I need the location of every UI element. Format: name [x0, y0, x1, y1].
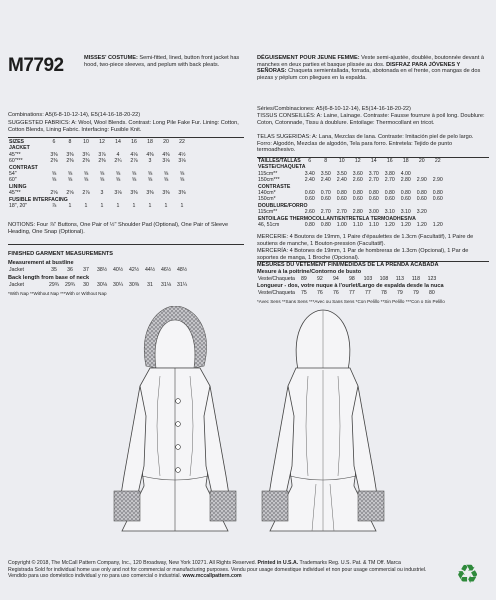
value-cell: 1 [68, 203, 72, 210]
mercerie: MERCERIE: 4 Boutons de 19mm, 1 Paire d'épaulettes de 1.3cm (Facultatif), 1 Paire de soutiens de manche, 1 Bouton-pression (Facultatif). [257, 234, 474, 247]
value-cell: 2⅝ [66, 190, 74, 197]
value-cell: 3⅜ [178, 190, 186, 197]
value-cell: 0.80 [352, 190, 363, 197]
value-cell: 89 [301, 276, 307, 282]
nap-legend-en: *With Nap **Without Nap ***With or Without Nap [8, 291, 107, 296]
description-en [84, 55, 244, 68]
copyright: Copyright © 2018, The McCall Pattern Company, Inc., 120 Broadway, New York 10271. All Rights Reserved. [8, 560, 257, 566]
value-cell: 0.80 [400, 190, 411, 197]
value-cell: 3⅜ [146, 190, 154, 197]
value-cell: 29¾ [48, 282, 60, 288]
size-cell: 10 [83, 139, 89, 145]
value-cell: 0.60 [336, 196, 347, 203]
row-label: JACKET [9, 145, 30, 152]
value-cell: 3.50 [336, 170, 347, 177]
row-label: 60" [9, 177, 17, 184]
nap-legend-fr: *Avec Sens **Sans Sens ***Avec ou Sans Sens *Con Pelillo **Sin Pelillo ***Con o Sin Pelillo [257, 299, 445, 304]
desc-fr: Veste semi-ajustée, doublée, boutonnée devant à manches en deux parties et basque plissée au dos. [257, 55, 484, 68]
row-label: 60"*** [9, 158, 23, 165]
value-cell: 30⅜ [128, 282, 140, 288]
value-cell: 30¼ [112, 282, 124, 288]
sold: Sold for individual home use only and not for commercial or manufacturing purposes. [34, 566, 230, 573]
value-cell: 3 [148, 158, 152, 165]
value-cell: 118 [411, 276, 421, 282]
combinations: Combinations: A5(6-8-10-12-14), E5(14-16-18-20-22) [8, 112, 141, 118]
value-cell: 2.90 [416, 177, 427, 184]
value-cell: 31¼ [176, 282, 188, 288]
value-cell: 2.80 [352, 209, 363, 216]
back-label-en: Back length from base of neck [8, 275, 90, 281]
value-cell: 3.50 [320, 170, 331, 177]
size-cell: 20 [163, 139, 169, 145]
row-label: DOUBLURE/FORRO [258, 202, 308, 209]
value-cell: 80 [429, 290, 435, 296]
size-cell: 6 [52, 139, 56, 145]
value-cell: 0.80 [336, 190, 347, 197]
value-cell: 2⅞ [130, 158, 138, 165]
size-cell: 14 [370, 158, 377, 164]
value-cell: 40½ [112, 267, 124, 273]
yardage-table-fr [257, 158, 446, 228]
row-label: Jacket [9, 267, 24, 273]
finished-title-en: FINISHED GARMENT MEASUREMENTS [8, 251, 114, 257]
notions-en: NOTIONS: Four ⅞" Buttons, One Pair of ½" Shoulder Pad (Optional), One Pair of Sleeve Heading, One Snap (Optional). [8, 222, 229, 235]
value-cell: 3⅜ [50, 151, 58, 158]
value-cell: 3⅜ [130, 190, 138, 197]
bust-row-fr [257, 276, 440, 282]
value-cell: ⅝ [147, 171, 153, 178]
size-cell: 16 [386, 158, 393, 164]
value-cell: 2¾ [114, 158, 122, 165]
value-cell: 2.40 [320, 177, 331, 184]
size-cell: 12 [354, 158, 361, 164]
value-cell: 94 [333, 276, 339, 282]
row-label: 150cm*** [258, 177, 280, 184]
value-cell: 2⅜ [98, 158, 106, 165]
value-cell: 35 [51, 267, 57, 273]
size-cell: 18 [147, 139, 153, 145]
desc-es: Chaqueta semientallada, forrada, abotonada en el frente, con mangas de dos piezas y péplum con pliegues en la espalda. [257, 68, 481, 81]
value-cell: ⅝ [115, 177, 121, 184]
value-cell: 1 [132, 203, 136, 210]
value-cell: ⅝ [67, 171, 73, 178]
bust-label-fr: Mesure à la poitrine/Contorno de busto [257, 269, 362, 275]
size-cell: 14 [115, 139, 121, 145]
row-label: 140cm* [258, 190, 276, 197]
value-cell: ⅝ [99, 171, 105, 178]
row-label: 18", 20" [9, 203, 28, 210]
value-cell: 1.10 [368, 222, 379, 229]
title-fr: DÉGUISEMENT POUR JEUNE FEMME: [257, 55, 360, 61]
value-cell: 2⅝ [50, 190, 58, 197]
value-cell: 0.60 [368, 196, 379, 203]
value-cell: ⅝ [179, 171, 185, 178]
value-cell: 2⅞ [82, 190, 90, 197]
value-cell: 3⅛ [178, 158, 186, 165]
value-cell: 42½ [128, 267, 140, 273]
value-cell: 0.60 [352, 196, 363, 203]
value-cell: 0.60 [320, 196, 331, 203]
bust-row-en [8, 267, 190, 273]
value-cell: 123 [427, 276, 437, 282]
value-cell: 29¾ [64, 282, 76, 288]
size-cell: 22 [179, 139, 185, 145]
value-cell: 0.60 [384, 196, 395, 203]
value-cell: 79 [397, 290, 403, 296]
value-cell: 0.80 [304, 222, 315, 229]
value-cell: 103 [363, 276, 373, 282]
value-cell: 2.40 [304, 177, 315, 184]
row-label: ENTOILAGE THERMOCOLLANT/ENTRETELA TERMOADHESIVA [258, 215, 416, 222]
back-label-fr: Longueur - dos, votre nuque à l'ourlet/Largo de espalda desde la nuca [257, 283, 444, 289]
size-cell: 8 [324, 158, 328, 164]
website-link[interactable]: www.mccallpattern.com [182, 573, 242, 580]
row-label: 115cm** [258, 170, 278, 177]
value-cell: 4⅜ [162, 151, 170, 158]
value-cell: ⅞ [51, 203, 57, 210]
back-row-en [8, 282, 190, 288]
row-label: 46, 51cm [258, 222, 280, 229]
size-cell: 6 [308, 158, 312, 164]
value-cell: 3⅜ [162, 190, 170, 197]
fabrics-fr: TISSUS CONSEILLÉS: A: Laine, Lainage. Contraste: Fausse fourrure à poil long. Doublure: Coton, Cotonnade, Tissu à doublure. Entoilage: Thermocollant en tricot. [257, 113, 485, 126]
size-cell: 16 [131, 139, 137, 145]
value-cell: ⅝ [131, 171, 137, 178]
value-cell: 1.20 [400, 222, 411, 229]
value-cell: 2.70 [384, 177, 395, 184]
value-cell: 3.20 [416, 209, 427, 216]
value-cell: 1.20 [416, 222, 427, 229]
finished-title-fr: MESURES DU VÊTEMENT FINI/MEDIDAS DE LA PRENDA ACABADA [257, 262, 439, 268]
yardage-table-en [8, 139, 190, 209]
row-label: Veste/Chaqueta [258, 290, 295, 296]
series: Séries/Combinaciones: A5(6-8-10-12-14), E5(14-16-18-20-22) [257, 106, 411, 112]
size-cell: 18 [402, 158, 409, 164]
value-cell: 2.60 [304, 209, 315, 216]
bust-table-fr [257, 276, 440, 282]
value-cell: 48½ [176, 267, 188, 273]
title-en: MISSES' COSTUME: [84, 55, 138, 61]
value-cell: 2.70 [368, 177, 379, 184]
value-cell: 98 [349, 276, 355, 282]
value-cell: 3⅛ [162, 158, 170, 165]
value-cell: 3 [100, 190, 104, 197]
vendu: Vendu pour usage domestique individuel et non pour usage commercial ou industriel. [230, 566, 427, 573]
value-cell: 44½ [144, 267, 156, 273]
value-cell: 79 [413, 290, 419, 296]
sizes-label: TAILLES/TALLAS [258, 158, 301, 164]
back-row-fr [257, 290, 440, 296]
value-cell: 0.80 [368, 190, 379, 197]
value-cell: 3¾ [82, 151, 90, 158]
value-cell: 1 [164, 203, 168, 210]
value-cell: 2⅜ [82, 158, 90, 165]
vendido: Vendido para uso doméstico individual y no para uso comercial o industrial. [8, 573, 182, 580]
value-cell: 78 [381, 290, 387, 296]
value-cell: 108 [379, 276, 389, 282]
value-cell: 3⅜ [66, 151, 74, 158]
value-cell: 0.60 [416, 196, 427, 203]
title-es: DISFRAZ PARA JÓVENES Y SEÑORAS: [257, 61, 461, 75]
value-cell: 4⅜ [146, 151, 154, 158]
value-cell: 2.60 [352, 177, 363, 184]
recycle-icon: ♻ [456, 560, 480, 590]
value-cell: 1.00 [336, 222, 347, 229]
row-label: LINING [9, 183, 27, 190]
back-table-en [8, 282, 190, 288]
value-cell: ⅝ [99, 177, 105, 184]
value-cell: 2.70 [320, 209, 331, 216]
trademarks: Trademarks Reg. U.S. Pat. & TM Off. Marca [299, 560, 401, 566]
value-cell: ⅝ [51, 171, 57, 178]
value-cell: 76 [317, 290, 323, 296]
printed: Printed in U.S.A. [257, 560, 299, 566]
value-cell: ⅝ [83, 171, 89, 178]
value-cell: 1.20 [384, 222, 395, 229]
row-label: FUSIBLE INTERFACING [9, 196, 68, 203]
value-cell: ⅝ [147, 177, 153, 184]
row-label: 45"** [9, 190, 21, 197]
value-cell: ⅝ [179, 177, 185, 184]
value-cell: 3.10 [384, 209, 395, 216]
value-cell: 0.80 [432, 190, 443, 197]
value-cell: 1 [116, 203, 120, 210]
value-cell: 75 [301, 290, 307, 296]
value-cell: 2.40 [336, 177, 347, 184]
value-cell: 4⅛ [130, 151, 138, 158]
value-cell: 0.60 [304, 196, 315, 203]
row-label: CONTRAST [9, 164, 38, 171]
value-cell: 0.60 [432, 196, 443, 203]
footer [8, 560, 448, 580]
value-cell: 0.80 [320, 222, 331, 229]
desc-en: Semi-fitted, lined, button front jacket has hood, two-piece sleeves, and peplum with back pleats. [84, 55, 240, 68]
value-cell: 36 [67, 267, 73, 273]
value-cell: ⅝ [131, 177, 137, 184]
size-cell: 8 [68, 139, 72, 145]
value-cell: 46½ [160, 267, 172, 273]
value-cell: 0.80 [384, 190, 395, 197]
value-cell: 31⅛ [160, 282, 172, 288]
pattern-code: M7792 [8, 55, 64, 76]
value-cell: ⅝ [67, 177, 73, 184]
value-cell: 76 [333, 290, 339, 296]
value-cell: 37 [83, 267, 89, 273]
value-cell: 3.40 [304, 170, 315, 177]
value-cell: ⅝ [83, 177, 89, 184]
value-cell: 1 [100, 203, 104, 210]
merceria: MERCERÍA: 4 Botones de 19mm, 1 Par de hombreras de 1.3cm (Opcional), 1 Par de soportes de manga, 1 Broche (Opcional). [257, 248, 469, 261]
value-cell: 3⅞ [98, 151, 106, 158]
value-cell: 0.60 [400, 196, 411, 203]
row-label: 115cm** [258, 209, 278, 216]
yardage-fr-row [257, 222, 446, 228]
value-cell: 3.80 [384, 170, 395, 177]
value-cell: 4.00 [400, 170, 411, 177]
value-cell: 2.90 [432, 177, 443, 184]
value-cell: 92 [317, 276, 323, 282]
value-cell: 2⅜ [66, 158, 74, 165]
value-cell: 2⅜ [50, 158, 58, 165]
value-cell: 3.00 [368, 209, 379, 216]
value-cell: ⅝ [51, 177, 57, 184]
size-cell: 10 [338, 158, 345, 164]
value-cell: 3.10 [400, 209, 411, 216]
value-cell: 1.10 [352, 222, 363, 229]
row-label: 150cm* [258, 196, 276, 203]
sizes-label: SIZES [9, 139, 24, 145]
yardage-en-row [8, 203, 190, 209]
row-label: Jacket [9, 282, 24, 288]
jacket-front-illustration [110, 306, 240, 556]
value-cell: 77 [365, 290, 371, 296]
value-cell: 113 [395, 276, 405, 282]
value-cell: 38½ [96, 267, 108, 273]
value-cell: 3.70 [368, 170, 379, 177]
fabrics-es: TELAS SUGERIDAS: A: Lana, Mezclas de lana. Contraste: Imitación piel de pelo largo. Forro: Algodón, Mezclas de algodón, Tela para forro. Entretela: Tejido de punto termoadhesivo. [257, 134, 474, 154]
row-label: CONTRASTE [258, 183, 291, 190]
value-cell: 1.20 [432, 222, 443, 229]
value-cell: 2.80 [400, 177, 411, 184]
value-cell: 0.80 [416, 190, 427, 197]
row-label: 45"** [9, 151, 21, 158]
value-cell: 77 [349, 290, 355, 296]
row-label: VESTE/CHAQUETA [258, 164, 306, 171]
registrada: Registrada [8, 566, 34, 573]
back-table-fr [257, 290, 440, 296]
value-cell: 31 [147, 282, 153, 288]
value-cell: 30 [83, 282, 89, 288]
value-cell: ⅝ [163, 171, 169, 178]
value-cell: 3⅛ [114, 190, 122, 197]
size-cell: 12 [99, 139, 105, 145]
value-cell: 2.70 [336, 209, 347, 216]
bust-table-en [8, 267, 190, 273]
size-cell: 22 [434, 158, 441, 164]
value-cell: 1 [180, 203, 184, 210]
suggested-fabrics: SUGGESTED FABRICS: A: Wool, Wool Blends. Contrast: Long Pile Fake Fur. Lining: Cotton, Cotton Blends, Lining Fabric. Interfacing: Fusible Knit. [8, 120, 239, 133]
value-cell: 0.60 [304, 190, 315, 197]
value-cell: 3.60 [352, 170, 363, 177]
value-cell: 30⅛ [96, 282, 108, 288]
value-cell: ⅝ [115, 171, 121, 178]
value-cell: ⅝ [163, 177, 169, 184]
jacket-back-illustration [258, 306, 388, 556]
value-cell: 1 [84, 203, 88, 210]
description-fr [257, 55, 487, 81]
row-label: 54" [9, 171, 17, 178]
value-cell: 1 [148, 203, 152, 210]
value-cell: 4½ [178, 151, 186, 158]
row-label: Veste/Chaqueta [258, 276, 295, 282]
size-cell: 20 [418, 158, 425, 164]
bust-label-en: Measurement at bustline [8, 260, 74, 266]
value-cell: 4 [116, 151, 120, 158]
value-cell: 0.70 [320, 190, 331, 197]
